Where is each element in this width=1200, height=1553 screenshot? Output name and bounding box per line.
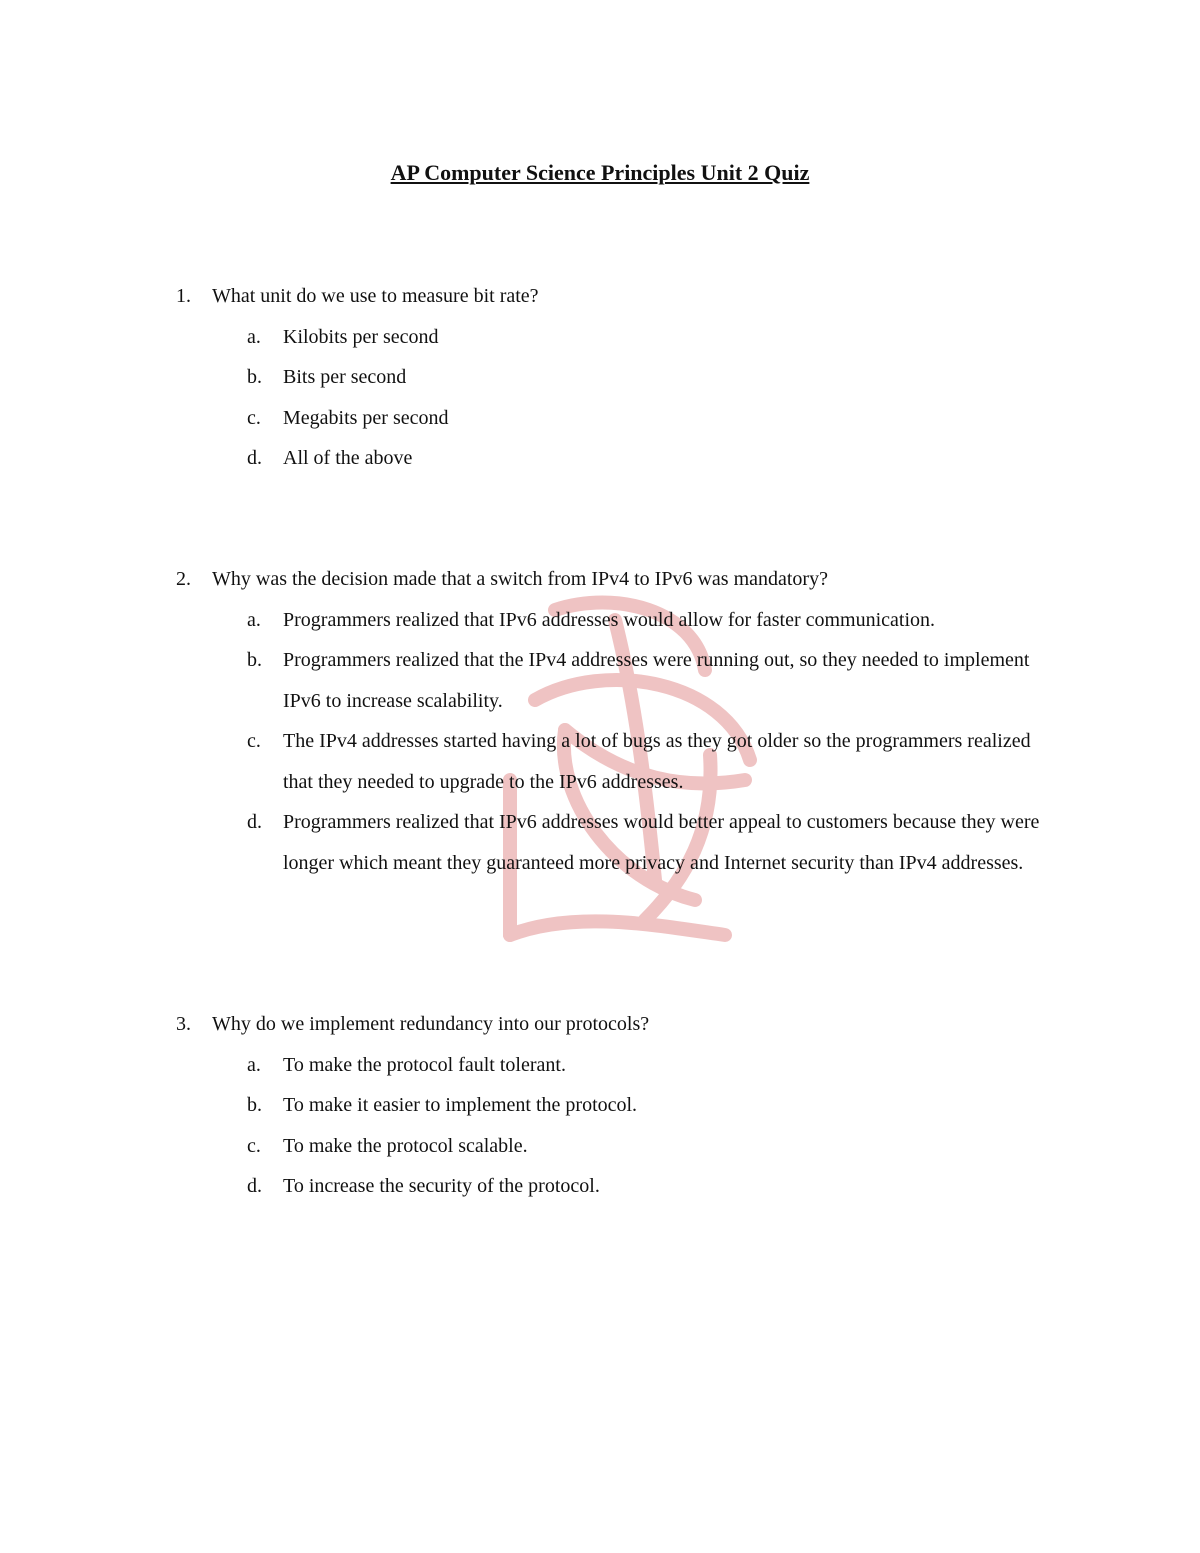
option-text: To make the protocol fault tolerant. xyxy=(283,1053,566,1076)
option-letter: c. xyxy=(247,1134,261,1157)
option-text: Kilobits per second xyxy=(283,325,439,348)
option-text: Programmers realized that the IPv4 addresses were running out, so they needed to implement IPv6 to increase scalability. xyxy=(283,649,1030,712)
option-letter: b. xyxy=(247,1094,262,1116)
answer-option-a xyxy=(247,1045,1076,1086)
option-letter: b. xyxy=(247,649,262,671)
answer-options xyxy=(176,317,1076,479)
option-letter: a. xyxy=(247,325,261,348)
question-1 xyxy=(176,276,1076,479)
question-text: What unit do we use to measure bit rate? xyxy=(212,285,539,307)
answer-option-d xyxy=(247,438,1076,479)
question-number: 2. xyxy=(176,568,191,590)
answer-option-c xyxy=(247,1126,1076,1167)
question-number: 1. xyxy=(176,285,191,307)
question-3 xyxy=(176,1004,1076,1207)
question-text: Why was the decision made that a switch from IPv4 to IPv6 was mandatory? xyxy=(212,568,828,590)
option-letter: a. xyxy=(247,608,261,631)
question-2 xyxy=(176,559,1076,883)
question-number: 3. xyxy=(176,1013,191,1035)
answer-option-b xyxy=(247,357,1076,398)
option-letter: d. xyxy=(247,811,262,833)
answer-option-c xyxy=(247,398,1076,439)
answer-option-b xyxy=(247,640,1076,721)
option-text: Megabits per second xyxy=(283,406,449,429)
answer-option-d xyxy=(247,1166,1076,1207)
answer-options xyxy=(176,1045,1076,1207)
option-text: Bits per second xyxy=(283,366,407,388)
option-text: Programmers realized that IPv6 addresses would better appeal to customers because they were longer which meant they guaranteed more privacy and Internet security than IPv4 addresses. xyxy=(283,811,1040,874)
option-letter: c. xyxy=(247,406,261,429)
option-letter: d. xyxy=(247,1175,262,1197)
option-text: To make it easier to implement the protocol. xyxy=(283,1094,638,1116)
option-text: To increase the security of the protocol. xyxy=(283,1175,600,1197)
option-letter: c. xyxy=(247,730,261,752)
option-letter: a. xyxy=(247,1053,261,1076)
option-text: To make the protocol scalable. xyxy=(283,1134,528,1157)
option-text: All of the above xyxy=(283,447,413,469)
option-letter: b. xyxy=(247,366,262,388)
answer-option-c xyxy=(247,721,1076,802)
question-text: Why do we implement redundancy into our protocols? xyxy=(212,1013,650,1035)
answer-option-b xyxy=(247,1085,1076,1126)
answer-option-d xyxy=(247,802,1076,883)
option-text: Programmers realized that IPv6 addresses would allow for faster communication. xyxy=(283,608,936,631)
answer-options xyxy=(176,600,1076,884)
option-letter: d. xyxy=(247,447,262,469)
option-text: The IPv4 addresses started having a lot of bugs as they got older so the programmers realized that they needed to upgrade to the IPv6 addresses. xyxy=(283,730,1031,793)
answer-option-a xyxy=(247,317,1076,358)
page-title: AP Computer Science Principles Unit 2 Quiz xyxy=(390,160,810,185)
answer-option-a xyxy=(247,600,1076,641)
